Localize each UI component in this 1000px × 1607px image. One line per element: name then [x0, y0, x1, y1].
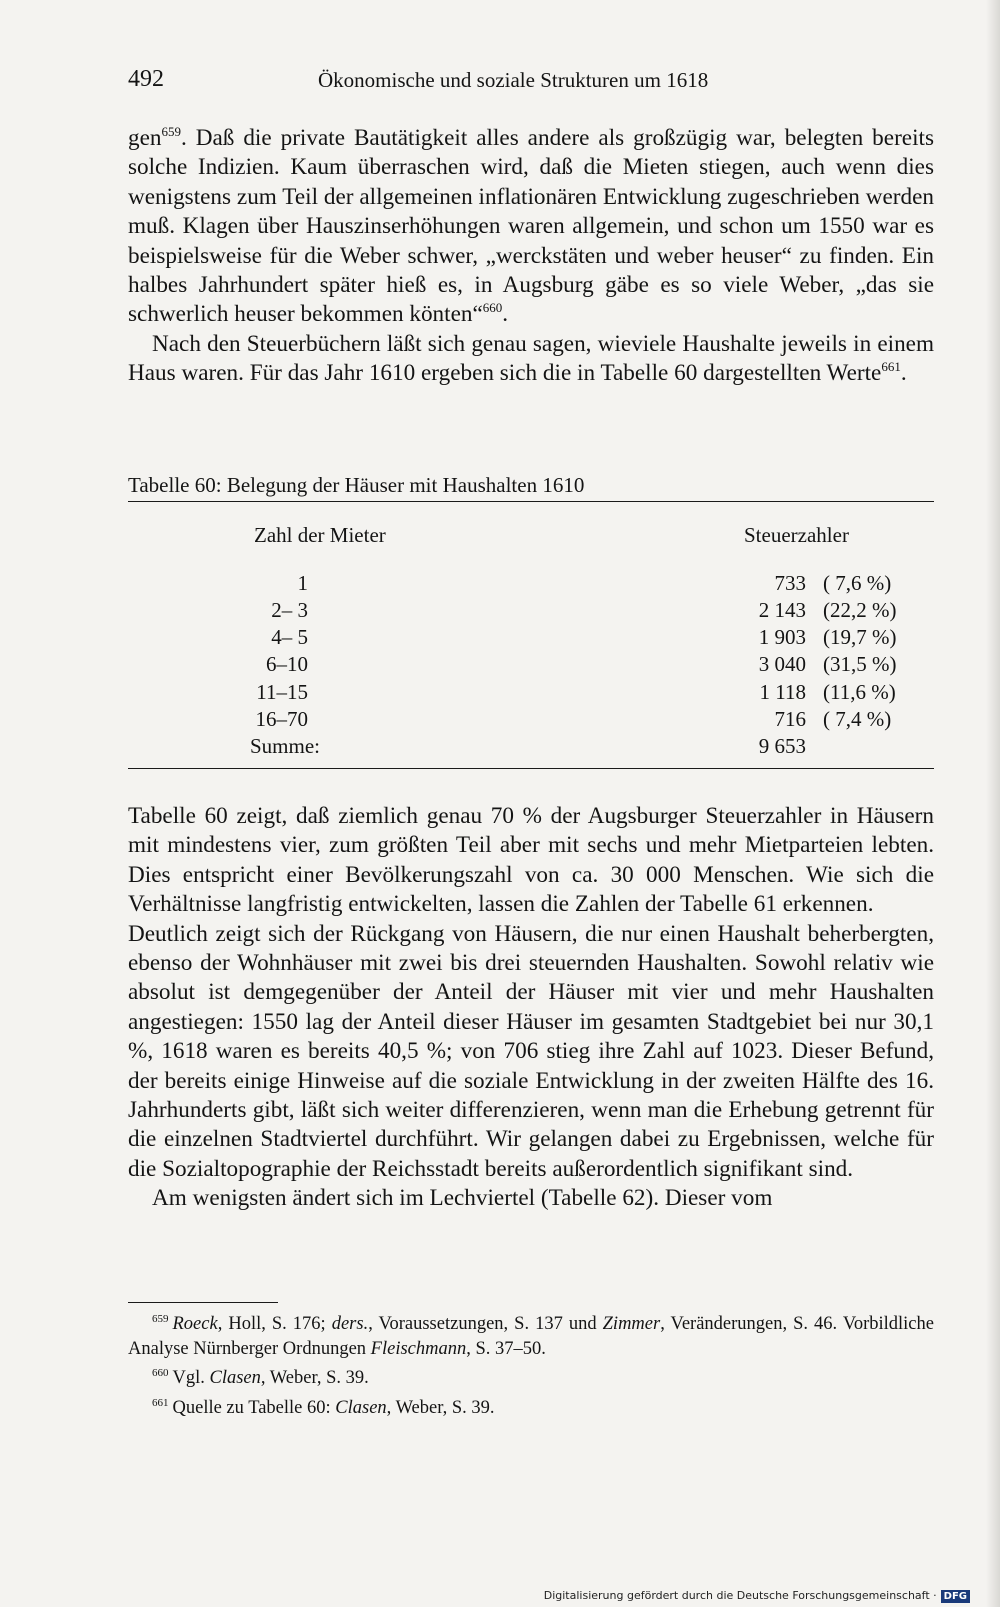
paragraph-1: [128, 124, 934, 330]
footnote-author: Clasen: [335, 1397, 387, 1418]
paragraph-1-body: . Daß die private Bautätigkeit alles andere als großzügig war, belegten bereits solche Indizien. Kaum überraschen wird, daß die Mieten stiegen, auch wenn dies wenigstens zum Teil der allgemeinen inflationären Entwicklung zugeschrieben werden muß. Klagen über Hauszinserhöhungen waren allgemein, und schon um 1550 war es beispielsweise für die Weber schwer, „werckstäten und weber heuser“ zu finden. Ein halbes Jahrhundert später hieß es, in Augsburg gäbe es so viele Weber, „das sie schwerlich heuser bekommen könten“: [128, 125, 934, 328]
running-head: [128, 66, 934, 96]
footnote-text: , Weber, S. 39.: [386, 1397, 495, 1418]
table-cell-tenants: 2– 3: [271, 598, 308, 622]
paragraph-2-tail: .: [900, 360, 907, 387]
footnote-text: , Voraussetzungen, S. 137 und: [368, 1314, 603, 1334]
footnote-text: , Weber, S. 39.: [260, 1368, 369, 1388]
table-cell-count: 1 118: [759, 680, 806, 704]
footnote-text: Vgl.: [172, 1368, 210, 1388]
footnote-author: Roeck: [172, 1314, 218, 1334]
table-cell-count: 1 903: [758, 625, 806, 649]
table-cell-count: 716: [774, 707, 806, 731]
footnote-marker: 661: [152, 1396, 169, 1409]
table-cell-share: ( 7,4 %): [823, 707, 892, 731]
table-cell-share: (19,7 %): [823, 625, 897, 649]
table-cell-count: 2 143: [758, 598, 806, 622]
table-cell-tenants: 6–10: [266, 652, 308, 676]
footnote-rule: [128, 1302, 278, 1303]
footnote-author: Clasen: [209, 1368, 261, 1388]
table-caption: Tabelle 60: Belegung der Häuser mit Haushalten 1610: [128, 473, 585, 497]
digitization-note: [544, 1589, 970, 1603]
table-bottom-rule: [128, 768, 934, 769]
table-cell-share: (22,2 %): [823, 598, 897, 622]
column-header-taxpayers: Steuerzahler: [744, 523, 849, 547]
footnote-author: Fleischmann: [370, 1338, 467, 1359]
footnote-author: ders.: [331, 1314, 369, 1334]
table-cell-tenants: 16–70: [255, 707, 308, 731]
table-cell-count: 3 040: [758, 652, 806, 676]
footnote-ref-661: 661: [881, 359, 901, 375]
footnote-ref-660: 660: [482, 300, 503, 316]
table-cell-tenants: 11–15: [256, 680, 308, 704]
table-cell-tenants: 1: [297, 571, 308, 595]
column-header-tenants: Zahl der Mieter: [254, 523, 386, 547]
page-edge-shadow: [986, 0, 1000, 1607]
footnote-marker: 660: [152, 1367, 169, 1379]
paragraph-3: Tabelle 60 zeigt, daß ziemlich genau 70 % der Augsburger Steuerzahler in Häusern mit mindestens vier, zum größten Teil aber mit sechs und mehr Mietparteien lebten. Dies entspricht einer Bevölkerungszahl von ca. 30 000 Menschen. Wie sich die Verhältnisse langfristig entwickelten, lassen die Zahlen der Tabelle 61 erkennen.: [128, 803, 934, 918]
table-cell-share: ( 7,6 %): [823, 571, 892, 595]
footnote-author: Zimmer: [602, 1314, 661, 1334]
dfg-logo: DFG: [941, 1590, 970, 1603]
table-cell-share: (11,6 %): [823, 680, 896, 704]
paragraph-5: Am wenigsten ändert sich im Lechviertel (Tabelle 62). Dieser vom: [152, 1185, 773, 1212]
page-number: 492: [128, 66, 164, 92]
paragraph-2: [128, 330, 934, 389]
footnote-text: , Holl, S. 176;: [217, 1314, 332, 1334]
table-sum-label: Summe:: [250, 734, 321, 758]
body-text-top: [128, 124, 934, 389]
running-title: Ökonomische und soziale Strukturen um 1618: [318, 68, 709, 92]
footnote-text: , Veränderungen, S. 46. Vorbildliche Analyse Nürnberger Ordnungen: [128, 1314, 934, 1359]
table-cell-share: (31,5 %): [823, 652, 897, 676]
footnote-text: , S. 37–50.: [466, 1338, 546, 1359]
footnote-659: [128, 1307, 934, 1361]
body-text-bottom: [128, 802, 934, 1214]
paragraph-1-start: gen: [128, 125, 162, 151]
footnote-text: Quelle zu Tabelle 60:: [172, 1397, 336, 1418]
footnote-661: [128, 1391, 934, 1421]
footnote-ref-659: 659: [161, 124, 181, 139]
paragraph-1-tail: .: [502, 301, 509, 328]
footnotes: [128, 1307, 934, 1420]
table-sum-value: 9 653: [758, 734, 806, 758]
digitization-text: Digitalisierung gefördert durch die Deutsche Forschungsgemeinschaft ·: [543, 1589, 937, 1602]
footnote-marker: 659: [152, 1313, 169, 1325]
table-cell-tenants: 4– 5: [271, 625, 308, 649]
footnote-660: [128, 1361, 934, 1391]
paragraph-4: Deutlich zeigt sich der Rückgang von Häusern, die nur einen Haushalt beherbergten, ebenso der Wohnhäuser mit zwei bis drei steuernden Haushalten. Sowohl relativ wie absolut ist demgegenüber der Anteil der Häuser mit vier und mehr Haushalten angestiegen: 1550 lag der Anteil dieser Häuser im gesamten Stadtgebiet bei nur 30,1 %, 1618 waren es bereits 40,5 %; von 706 stieg ihre Zahl auf 1023. Dieser Befund, der bereits einige Hinweise auf die soziale Entwicklung in der zweiten Hälfte des 16. Jahrhunderts gibt, läßt sich weiter differenzieren, wenn man die Erhebung getrennt für die einzelnen Stadtviertel durchführt. Wir gelangen dabei zu Ergebnissen, welche für die Sozialtopographie der Reichsstadt bereits außerordentlich signifikant sind.: [128, 920, 934, 1182]
table-cell-count: 733: [774, 571, 806, 595]
paragraph-2-body: Nach den Steuerbüchern läßt sich genau sagen, wieviele Haushalte jeweils in einem Haus waren. Für das Jahr 1610 ergeben sich die in Tabelle 60 dargestellten Werte: [128, 330, 934, 387]
table-top-rule: [128, 501, 934, 502]
